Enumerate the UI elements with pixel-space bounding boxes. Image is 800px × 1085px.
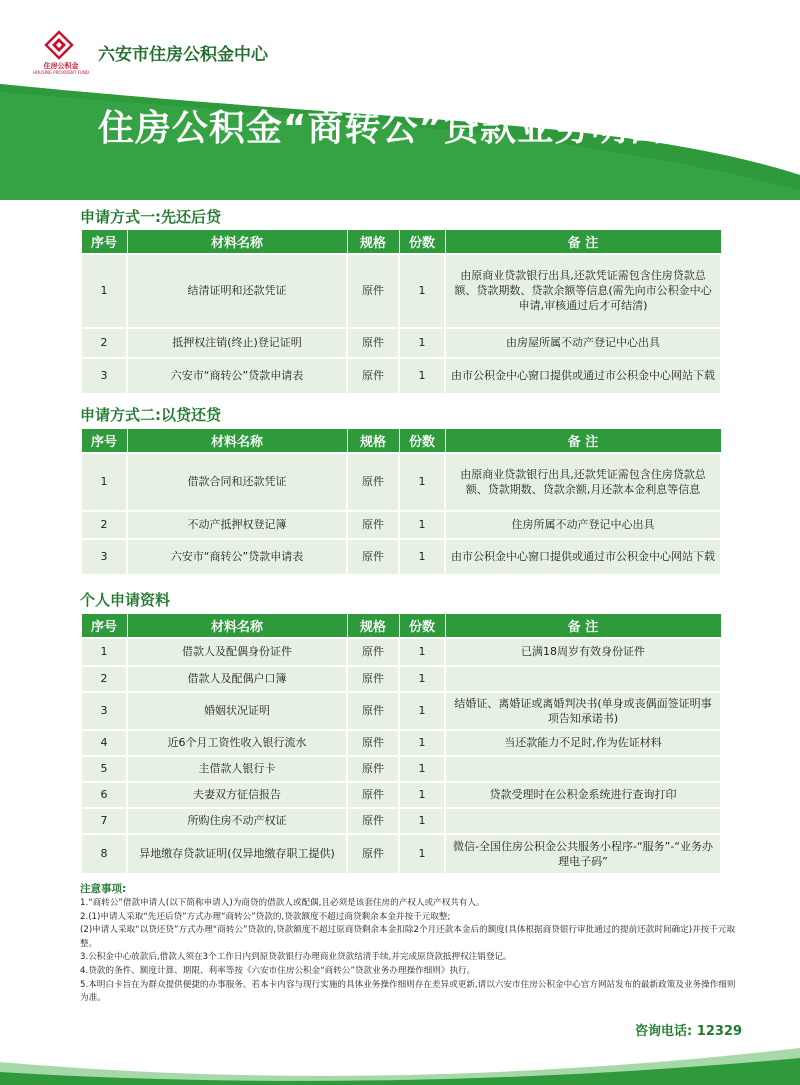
- cell-remark: 由市公积金中心窗口提供或通过市公积金中心网站下载: [445, 539, 721, 575]
- cell-spec: 原件: [347, 692, 399, 730]
- cell-spec: 原件: [347, 254, 399, 328]
- table-row: [81, 539, 721, 575]
- cell-remark: 由房屋所属不动产登记中心出具: [445, 328, 721, 358]
- column-header-remark: 备 注: [445, 614, 721, 638]
- cell-name: 近6个月工资性收入银行流水: [127, 730, 347, 756]
- cell-remark: 由原商业贷款银行出具,还款凭证需包含住房贷款总额、贷款期数、贷款余额等信息(需先向市公积金中心申请,审核通过后才可结清): [445, 254, 721, 328]
- cell-name: 六安市“商转公”贷款申请表: [127, 539, 347, 575]
- table-row: [81, 808, 721, 834]
- cell-qty: 1: [399, 638, 445, 666]
- cell-qty: 1: [399, 511, 445, 539]
- cell-name: 借款人及配偶身份证件: [127, 638, 347, 666]
- cell-no: 3: [81, 692, 127, 730]
- table-header-row: [81, 614, 721, 638]
- table-row: [81, 328, 721, 358]
- cell-spec: 原件: [347, 511, 399, 539]
- column-header-no: 序号: [81, 614, 127, 638]
- cell-qty: 1: [399, 358, 445, 394]
- table-row: [81, 730, 721, 756]
- cell-qty: 1: [399, 756, 445, 782]
- cell-spec: 原件: [347, 730, 399, 756]
- cell-spec: 原件: [347, 539, 399, 575]
- notes-section: [80, 882, 740, 1006]
- column-header-name: 材料名称: [127, 230, 347, 254]
- cell-name: 夫妻双方征信报告: [127, 782, 347, 808]
- column-header-qty: 份数: [399, 614, 445, 638]
- cell-remark: 微信-全国住房公积金公共服务小程序-“服务”-“业务办理电子码”: [445, 834, 721, 874]
- table-row: [81, 834, 721, 874]
- logo-text: 住房公积金: [43, 62, 79, 70]
- cell-name: 所购住房不动产权证: [127, 808, 347, 834]
- table-row: [81, 666, 721, 692]
- cell-spec: 原件: [347, 782, 399, 808]
- cell-qty: 1: [399, 328, 445, 358]
- section-title-method-2: 申请方式二:以贷还贷: [80, 406, 221, 424]
- cell-name: 主借款人银行卡: [127, 756, 347, 782]
- note-item: 1.“商转公”借款申请人(以下简称申请人)为商贷的借款人或配偶,且必须是该套住房的产权人或产权共有人。: [80, 898, 485, 908]
- table-row: [81, 453, 721, 511]
- column-header-remark: 备 注: [445, 230, 721, 254]
- table-row: [81, 692, 721, 730]
- note-item: 2.(1)申请人采取“先还后贷”方式办理“商转公”贷款的,贷款额度不超过商贷剩余本金并按千元取整;: [80, 911, 451, 922]
- cell-name: 婚姻状况证明: [127, 692, 347, 730]
- cell-remark: 住房所属不动产登记中心出具: [445, 511, 721, 539]
- note-item: 5.本明白卡旨在为群众提供便捷的办事服务。若本卡内容与现行实施的具体业务操作细则存在差异或更新,请以六安市住房公积金中心官方网站发布的最新政策及业务操作细则为准。: [80, 979, 736, 1004]
- cell-qty: 1: [399, 254, 445, 328]
- cell-no: 8: [81, 834, 127, 874]
- cell-spec: 原件: [347, 328, 399, 358]
- column-header-no: 序号: [81, 230, 127, 254]
- cell-spec: 原件: [347, 808, 399, 834]
- cell-qty: 1: [399, 782, 445, 808]
- table-row: [81, 782, 721, 808]
- cell-spec: 原件: [347, 638, 399, 666]
- materials-table-personal: [80, 613, 722, 875]
- cell-remark: 由市公积金中心窗口提供或通过市公积金中心网站下载: [445, 358, 721, 394]
- cell-name: 结清证明和还款凭证: [127, 254, 347, 328]
- logo-subtext: HOUSING PROVIDENT FUND: [33, 70, 89, 75]
- cell-no: 3: [81, 539, 127, 575]
- column-header-name: 材料名称: [127, 614, 347, 638]
- header-banner: [0, 0, 800, 200]
- cell-qty: 1: [399, 453, 445, 511]
- cell-name: 异地缴存贷款证明(仅异地缴存职工提供): [127, 834, 347, 874]
- note-item: (2)申请人采取“以贷还贷”方式办理“商转公”贷款的,贷款额度不超过原商贷剩余本金扣除2个月还款本金后的额度(具体根据商贷银行审批通过的提前还款时间确定)并按千元取整。: [80, 925, 736, 949]
- cell-qty: 1: [399, 730, 445, 756]
- cell-qty: 1: [399, 539, 445, 575]
- cell-no: 5: [81, 756, 127, 782]
- column-header-spec: 规格: [347, 614, 399, 638]
- column-header-qty: 份数: [399, 230, 445, 254]
- note-item: 3.公积金中心放款后,借款人须在3个工作日内到原贷款银行办理商业贷款结清手续,并完成原贷款抵押权注销登记。: [80, 952, 512, 963]
- cell-name: 借款合同和还款凭证: [127, 453, 347, 511]
- logo: [30, 30, 92, 76]
- cell-qty: 1: [399, 808, 445, 834]
- cell-spec: 原件: [347, 834, 399, 874]
- logo-mark-icon: [44, 30, 74, 60]
- cell-remark: [445, 808, 721, 834]
- materials-table-method-1: [80, 229, 722, 395]
- cell-remark: 已满18周岁有效身份证件: [445, 638, 721, 666]
- cell-no: 1: [81, 254, 127, 328]
- org-name: 六安市住房公积金中心: [98, 45, 268, 65]
- cell-spec: 原件: [347, 358, 399, 394]
- cell-no: 2: [81, 328, 127, 358]
- cell-remark: 结婚证、离婚证或离婚判决书(单身或丧偶面签证明事项告知承诺书): [445, 692, 721, 730]
- table-row: [81, 254, 721, 328]
- cell-no: 2: [81, 511, 127, 539]
- page-title: 住房公积金“商转公”贷款业务明白卡: [97, 108, 703, 149]
- cell-remark: 贷款受理时在公积金系统进行查询打印: [445, 782, 721, 808]
- table-row: [81, 756, 721, 782]
- materials-table-method-2: [80, 428, 722, 576]
- cell-no: 7: [81, 808, 127, 834]
- cell-qty: 1: [399, 666, 445, 692]
- cell-no: 3: [81, 358, 127, 394]
- table-header-row: [81, 429, 721, 453]
- cell-remark: [445, 666, 721, 692]
- notes-title: 注意事项:: [80, 883, 127, 895]
- cell-remark: 当还款能力不足时,作为佐证材料: [445, 730, 721, 756]
- table-row: [81, 358, 721, 394]
- cell-name: 借款人及配偶户口簿: [127, 666, 347, 692]
- cell-no: 6: [81, 782, 127, 808]
- cell-remark: 由原商业贷款银行出具,还款凭证需包含住房贷款总额、贷款期数、贷款余额,月还款本金利息等信息: [445, 453, 721, 511]
- table-row: [81, 511, 721, 539]
- cell-name: 抵押权注销(终止)登记证明: [127, 328, 347, 358]
- note-item: 4.贷款的条件、额度计算、期限、利率等按《六安市住房公积金“商转公”贷款业务办理操作细则》执行。: [80, 965, 476, 976]
- column-header-qty: 份数: [399, 429, 445, 453]
- section-title-personal: 个人申请资料: [80, 591, 171, 609]
- cell-qty: 1: [399, 834, 445, 874]
- cell-qty: 1: [399, 692, 445, 730]
- cell-spec: 原件: [347, 453, 399, 511]
- hotline: 咨询电话: 12329: [635, 1024, 742, 1039]
- column-header-remark: 备 注: [445, 429, 721, 453]
- cell-name: 不动产抵押权登记簿: [127, 511, 347, 539]
- column-header-spec: 规格: [347, 429, 399, 453]
- footer-wave-decoration: [0, 1040, 800, 1085]
- table-row: [81, 638, 721, 666]
- cell-remark: [445, 756, 721, 782]
- cell-no: 2: [81, 666, 127, 692]
- cell-spec: 原件: [347, 756, 399, 782]
- cell-name: 六安市“商转公”贷款申请表: [127, 358, 347, 394]
- column-header-spec: 规格: [347, 230, 399, 254]
- cell-spec: 原件: [347, 666, 399, 692]
- column-header-name: 材料名称: [127, 429, 347, 453]
- column-header-no: 序号: [81, 429, 127, 453]
- cell-no: 1: [81, 638, 127, 666]
- section-title-method-1: 申请方式一:先还后贷: [80, 208, 221, 226]
- cell-no: 1: [81, 453, 127, 511]
- cell-no: 4: [81, 730, 127, 756]
- table-header-row: [81, 230, 721, 254]
